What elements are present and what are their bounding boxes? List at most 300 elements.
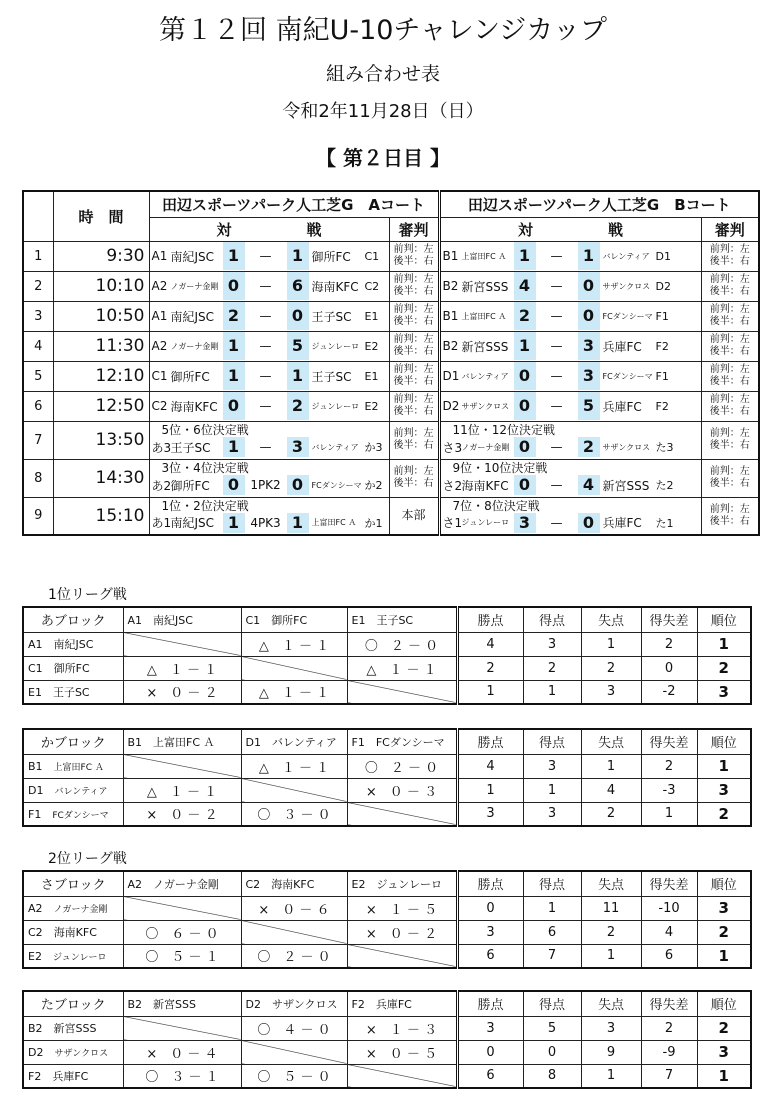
opponent-code: C1	[245, 613, 261, 627]
opponent-header	[123, 991, 241, 1016]
result-cell: 〇 ５ － １	[123, 944, 241, 968]
block-name: さブロック	[23, 871, 123, 896]
match-line	[150, 272, 389, 300]
knockout-title: 5位・6位決定戦	[161, 423, 249, 437]
result-cell: 〇 ２ － ０	[347, 632, 457, 656]
stat-header: 失点	[581, 871, 641, 896]
stat-header: 順位	[697, 991, 751, 1016]
knockout-title: 9位・10位決定戦	[452, 461, 548, 475]
right-team-name: バレンティア	[602, 251, 650, 261]
referee-cell	[701, 459, 759, 497]
referee-second-half: 後半：右	[709, 316, 750, 327]
left-team-name: 海南KFC	[461, 478, 509, 493]
left-team-name: 新宮SSS	[461, 339, 509, 354]
left-team-name: バレンティア	[461, 371, 509, 381]
match-time: 10:10	[53, 271, 149, 301]
match-line	[150, 332, 389, 360]
team-name: 王子SC	[52, 685, 90, 699]
stat-header: 失点	[581, 729, 641, 754]
result-cell: △ １ － １	[241, 754, 347, 778]
left-score: 0	[223, 392, 245, 420]
stat-header: 得点	[523, 729, 581, 754]
stat-value: 3	[581, 680, 641, 704]
match-time: 15:10	[53, 497, 149, 535]
left-team-code: D1	[442, 369, 460, 383]
referee-first-half: 前判：左	[393, 364, 434, 375]
venue-b-header: 田辺スポーツパーク人工芝G Bコート	[439, 191, 759, 217]
left-team-code: B1	[442, 249, 459, 263]
score-separator: —	[550, 309, 563, 323]
stat-header: 得点	[523, 991, 581, 1016]
stat-header: 勝点	[457, 607, 523, 632]
score-separator: —	[550, 515, 563, 530]
stat-value: 0	[641, 656, 697, 680]
stat-value: 3	[697, 1040, 751, 1064]
right-score: 1	[287, 513, 309, 533]
right-team-code: F1	[655, 309, 669, 323]
match-time: 9:30	[53, 241, 149, 271]
team-code: A1	[28, 638, 43, 651]
match-line	[441, 242, 701, 270]
result-cell	[123, 896, 241, 920]
opponent-header	[347, 991, 457, 1016]
left-score: 2	[514, 302, 536, 330]
result-cell: × １ － ５	[347, 896, 457, 920]
left-team-name: サザンクロス	[461, 401, 510, 411]
knockout-block	[441, 498, 701, 534]
left-team-code: あ1	[151, 516, 172, 531]
right-score: 0	[287, 302, 309, 330]
stat-value: 1	[697, 1064, 751, 1088]
stat-header: 勝点	[457, 991, 523, 1016]
stat-header: 得点	[523, 607, 581, 632]
match-line	[441, 332, 701, 360]
match-line	[441, 362, 701, 390]
opponent-name: FCダンシーマ	[375, 735, 445, 749]
event-date: 令和2年11月28日（日）	[282, 101, 484, 122]
team-code: B2	[28, 1022, 43, 1035]
team-name: ノガーナ金剛	[53, 905, 108, 915]
stat-value: 1	[697, 754, 751, 778]
left-team-code: C1	[151, 369, 168, 383]
stat-value: 0	[457, 1040, 523, 1064]
stat-value: 1	[697, 944, 751, 968]
result-cell	[241, 920, 347, 944]
right-team-code: か1	[364, 516, 383, 530]
team-name: バレンティア	[54, 787, 108, 797]
league1-title: 1位リーグ戦	[48, 587, 127, 603]
right-team-code: た3	[655, 441, 674, 454]
left-team-code: A1	[151, 309, 168, 323]
team-label	[23, 920, 123, 944]
opponent-header	[123, 871, 241, 896]
referee-first-half: 前判：左	[393, 428, 434, 439]
stat-value: 6	[641, 944, 697, 968]
team-code: F1	[28, 807, 42, 821]
team-code: C2	[28, 926, 43, 939]
block-name: たブロック	[23, 991, 123, 1016]
right-team-name: バレンティア	[311, 442, 359, 452]
result-cell: × ０ － ３	[347, 778, 457, 802]
league-table-3	[22, 990, 752, 1089]
referee-second-half: 後半：右	[393, 256, 434, 267]
match-schedule-table	[22, 190, 760, 536]
ref-header-a: 審判	[389, 217, 439, 241]
stat-value: 3	[457, 920, 523, 944]
right-score: 4	[578, 475, 600, 495]
knockout-cell-a	[149, 497, 389, 535]
opponent-header	[241, 871, 347, 896]
team-label	[23, 680, 123, 704]
right-score: 5	[287, 332, 309, 360]
team-code: E1	[28, 685, 42, 699]
right-team-code: D1	[655, 249, 671, 263]
team-name: ジュンレーロ	[52, 952, 107, 963]
opponent-header	[123, 729, 241, 754]
right-team-name: サザンクロス	[602, 281, 651, 291]
page-subtitle: 組み合わせ表	[325, 63, 440, 85]
stat-value: 3	[523, 802, 581, 826]
opponent-header	[241, 607, 347, 632]
referee-cell	[389, 241, 439, 271]
left-score: 2	[223, 302, 245, 330]
opponent-header	[347, 729, 457, 754]
stat-value: 0	[523, 1040, 581, 1064]
opponent-name: サザンクロス	[271, 997, 338, 1011]
opponent-code: F1	[351, 735, 365, 749]
right-team-code: E1	[364, 309, 379, 323]
match-line	[150, 392, 389, 420]
match-cell-a	[149, 391, 389, 421]
score-separator: —	[550, 339, 563, 353]
stat-value: 7	[523, 944, 581, 968]
referee-first-half: 前判：左	[393, 334, 434, 345]
referee-first-half: 前判：左	[393, 304, 434, 315]
left-score: 1	[514, 332, 536, 360]
right-team-name: FCダンシーマ	[602, 371, 653, 381]
stat-value: 2	[697, 656, 751, 680]
match-cell-b	[439, 391, 701, 421]
left-team-code: B2	[442, 339, 459, 353]
match-line	[441, 302, 701, 330]
opponent-header	[347, 871, 457, 896]
right-team-name: 御所FC	[311, 249, 351, 264]
no-header	[23, 191, 53, 241]
result-cell	[347, 1064, 457, 1088]
result-cell: × ０ － ４	[123, 1040, 241, 1064]
match-time: 13:50	[53, 421, 149, 459]
team-label	[23, 802, 123, 826]
left-score: 1	[223, 513, 245, 533]
stat-value: 3	[523, 754, 581, 778]
match-number: 8	[23, 459, 53, 497]
right-team-name: ジュンレーロ	[311, 341, 360, 351]
match-cell-b	[439, 331, 701, 361]
stat-header: 失点	[581, 991, 641, 1016]
opponent-code: E2	[351, 877, 366, 891]
team-code: D2	[28, 1046, 44, 1059]
knockout-block	[150, 498, 389, 534]
right-team-code: C2	[364, 279, 380, 293]
right-team-name: FCダンシーマ	[602, 311, 653, 321]
right-team-code: か3	[364, 441, 383, 454]
result-cell: 〇 ６ － ０	[123, 920, 241, 944]
result-cell: 〇 ３ － ０	[241, 802, 347, 826]
right-score: 0	[578, 272, 600, 300]
match-line	[150, 475, 389, 495]
match-time: 10:50	[53, 301, 149, 331]
team-name: 上富田FC Ａ	[53, 763, 104, 773]
schedule-row	[23, 331, 759, 361]
match-time: 12:50	[53, 391, 149, 421]
league2-title: 2位リーグ戦	[48, 851, 127, 867]
right-team-code: F1	[655, 369, 669, 383]
match-time: 12:10	[53, 361, 149, 391]
stat-header: 得失差	[641, 729, 697, 754]
left-score: 0	[514, 362, 536, 390]
opponent-name: 上富田FC Ａ	[153, 735, 215, 749]
team-name: サザンクロス	[54, 1049, 109, 1059]
opponent-header	[241, 729, 347, 754]
opponent-code: B1	[127, 735, 143, 749]
stat-value: 2	[697, 1016, 751, 1040]
match-line	[150, 242, 389, 270]
referee-cell	[389, 361, 439, 391]
right-team-name: FCダンシーマ	[311, 480, 362, 490]
left-team-code: A1	[151, 249, 168, 263]
stat-value: 2	[641, 754, 697, 778]
match-line	[441, 437, 701, 457]
result-cell: × ０ － ２	[123, 680, 241, 704]
team-label	[23, 1016, 123, 1040]
opponent-name: 王子SC	[376, 613, 414, 627]
stat-value: 2	[581, 802, 641, 826]
stat-value: 3	[697, 778, 751, 802]
match-cell-a	[149, 301, 389, 331]
knockout-title: 3位・4位決定戦	[161, 461, 249, 475]
right-score: 0	[287, 475, 309, 495]
stat-header: 順位	[697, 871, 751, 896]
result-cell: △ １ － １	[241, 680, 347, 704]
left-team-code: C2	[151, 399, 168, 413]
match-cell-a	[149, 331, 389, 361]
match-line	[150, 362, 389, 390]
team-name: 御所FC	[53, 662, 90, 675]
opponent-header	[241, 991, 347, 1016]
left-team-code: さ1	[442, 516, 463, 531]
result-cell	[123, 632, 241, 656]
left-team-name: 御所FC	[170, 369, 210, 384]
stat-value: 1	[523, 680, 581, 704]
score-separator: —	[259, 440, 272, 454]
result-cell: 〇 ５ － ０	[241, 1064, 347, 1088]
referee-first-half: 前判：左	[709, 364, 750, 375]
referee-second-half: 後半：右	[709, 376, 750, 387]
stat-value: 5	[523, 1016, 581, 1040]
match-cell-b	[439, 361, 701, 391]
league-table-0	[22, 606, 752, 705]
result-cell: × ０ － ６	[241, 896, 347, 920]
referee-second-half: 後半：右	[393, 376, 434, 387]
stat-value: 2	[641, 632, 697, 656]
score-separator: —	[259, 339, 272, 353]
team-label	[23, 632, 123, 656]
time-header: 時 間	[53, 191, 149, 241]
score-separator: —	[259, 399, 272, 413]
match-line	[441, 513, 701, 533]
referee-cell	[389, 421, 439, 459]
knockout-row	[23, 421, 759, 459]
knockout-block	[150, 460, 389, 496]
opponent-code: A1	[127, 613, 143, 627]
referee-first-half: 前判：左	[709, 466, 750, 477]
left-team-name: ノガーナ金剛	[461, 442, 510, 452]
stat-value: 2	[641, 1016, 697, 1040]
stat-value: 4	[457, 632, 523, 656]
score-separator: 1PK2	[250, 478, 281, 492]
match-cell-a	[149, 271, 389, 301]
opponent-code: B2	[127, 997, 143, 1011]
match-time: 11:30	[53, 331, 149, 361]
block-name: あブロック	[23, 607, 123, 632]
referee-second-half: 後半：右	[709, 440, 750, 451]
left-team-name: 御所FC	[170, 478, 210, 493]
referee-second-half: 後半：右	[709, 478, 750, 489]
opponent-code: C2	[245, 877, 261, 891]
day-label: 【 第２日目 】	[316, 146, 450, 170]
stat-value: 2	[581, 920, 641, 944]
stat-value: 1	[581, 944, 641, 968]
left-team-name: 上富田FC Ａ	[461, 311, 507, 321]
referee-second-half: 後半：右	[393, 346, 434, 357]
match-number: 9	[23, 497, 53, 535]
stat-value: 6	[523, 920, 581, 944]
match-line	[441, 475, 701, 495]
left-team-code: B2	[442, 279, 459, 293]
stat-value: 2	[697, 920, 751, 944]
referee-second-half: 後半：右	[393, 316, 434, 327]
left-team-code: B1	[442, 309, 459, 323]
opponent-code: D2	[245, 997, 261, 1011]
right-team-code: D2	[655, 279, 671, 293]
left-score: 1	[223, 362, 245, 390]
right-team-name: ジュンレーロ	[311, 401, 360, 411]
right-team-name: 兵庫FC	[602, 516, 642, 531]
referee-cell	[701, 497, 759, 535]
team-code: D1	[28, 784, 44, 797]
left-team-code: さ2	[442, 478, 463, 493]
schedule-row	[23, 301, 759, 331]
right-team-code: F2	[655, 339, 669, 353]
right-score: 3	[287, 437, 309, 457]
left-score: 1	[223, 332, 245, 360]
opponent-name: 兵庫FC	[375, 997, 412, 1011]
right-score: 1	[578, 242, 600, 270]
result-cell	[241, 656, 347, 680]
team-label	[23, 1064, 123, 1088]
left-team-code: D2	[442, 399, 460, 413]
referee-second-half: 後半：右	[393, 478, 434, 489]
result-cell	[241, 1040, 347, 1064]
team-label	[23, 896, 123, 920]
match-time: 14:30	[53, 459, 149, 497]
left-score: 3	[514, 513, 536, 533]
stat-value: 1	[581, 754, 641, 778]
ref-header-b: 審判	[701, 217, 759, 241]
opponent-name: ノガーナ金剛	[153, 877, 219, 891]
referee-first-half: 前判：左	[709, 428, 750, 439]
referee-first-half: 前判：左	[709, 244, 750, 255]
result-cell	[123, 754, 241, 778]
referee-cell	[701, 331, 759, 361]
right-team-code: た2	[655, 479, 674, 492]
result-cell	[347, 944, 457, 968]
stat-value: -10	[641, 896, 697, 920]
score-separator: —	[550, 249, 563, 263]
result-cell: △ １ － １	[241, 632, 347, 656]
match-line	[150, 302, 389, 330]
left-score: 1	[223, 437, 245, 457]
score-separator: —	[259, 369, 272, 383]
score-separator: —	[550, 478, 563, 492]
stat-value: 3	[581, 1016, 641, 1040]
team-label	[23, 944, 123, 968]
right-team-code: E1	[364, 369, 379, 383]
right-team-name: 王子SC	[311, 309, 352, 324]
result-cell: 〇 ２ － ０	[241, 944, 347, 968]
stat-value: 1	[457, 680, 523, 704]
knockout-row	[23, 497, 759, 535]
referee-cell	[389, 271, 439, 301]
referee-first-half: 前判：左	[709, 503, 750, 515]
stat-value: -3	[641, 778, 697, 802]
stat-value: 3	[697, 896, 751, 920]
match-line	[441, 272, 701, 300]
referee-first-half: 前判：左	[709, 274, 750, 285]
team-code: A2	[28, 902, 43, 915]
referee-cell	[701, 361, 759, 391]
referee-cell	[701, 241, 759, 271]
score-separator: —	[550, 369, 563, 383]
referee-first-half: 前判：左	[393, 244, 434, 255]
score-separator: —	[259, 309, 272, 323]
stat-value: 1	[581, 632, 641, 656]
referee-second-half: 後半：右	[393, 406, 434, 417]
left-score: 0	[514, 437, 536, 457]
knockout-title: 7位・8位決定戦	[452, 498, 540, 513]
opponent-name: 新宮SSS	[153, 997, 196, 1011]
team-code: B1	[28, 760, 43, 773]
knockout-block	[150, 422, 389, 458]
stat-value: -9	[641, 1040, 697, 1064]
referee-second-half: 後半：右	[393, 440, 434, 451]
right-team-code: た1	[655, 516, 674, 530]
result-cell: × １ － ３	[347, 1016, 457, 1040]
left-team-name: 海南KFC	[170, 399, 218, 414]
referee-first-half: 前判：左	[709, 304, 750, 315]
right-team-name: 新宮SSS	[602, 478, 650, 493]
stat-header: 得失差	[641, 871, 697, 896]
team-label	[23, 754, 123, 778]
left-score: 0	[223, 272, 245, 300]
block-name: かブロック	[23, 729, 123, 754]
referee-cell	[389, 331, 439, 361]
result-cell: 〇 ３ － １	[123, 1064, 241, 1088]
result-cell	[123, 1016, 241, 1040]
right-team-name: 王子SC	[311, 369, 352, 384]
opponent-code: E1	[351, 613, 366, 627]
team-label	[23, 656, 123, 680]
